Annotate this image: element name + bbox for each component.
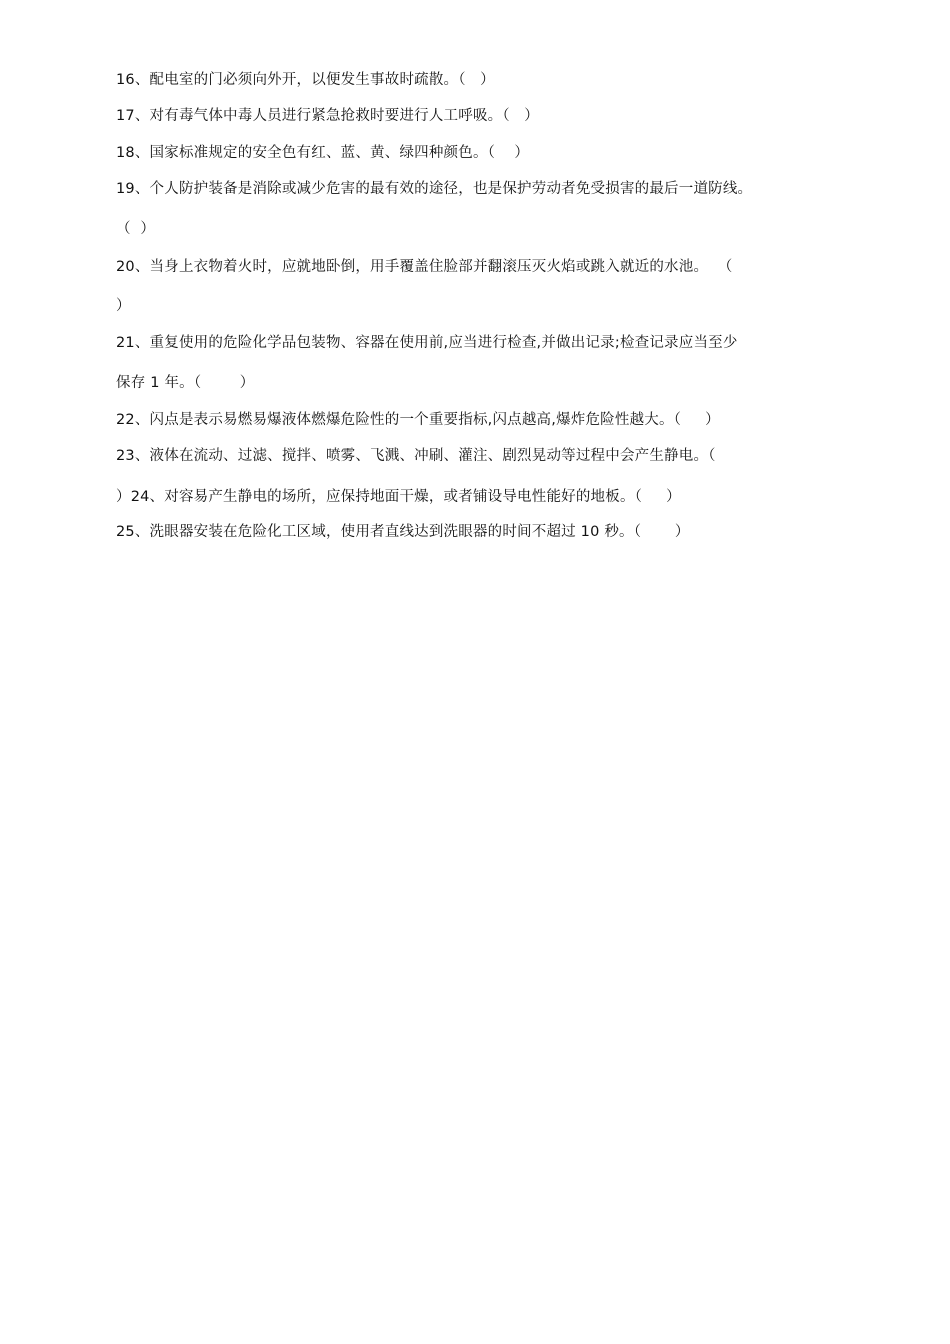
- question-22: 22、闪点是表示易燃易爆液体燃爆危险性的一个重要指标,闪点越高,爆炸危险性越大。（ ）: [116, 412, 720, 428]
- question-21-continuation: 保存 1 年。（ ）: [116, 375, 255, 391]
- question-16: 16、配电室的门必须向外开，以便发生事故时疏散。（ ）: [116, 72, 495, 88]
- question-21: 21、重复使用的危险化学品包装物、容器在使用前,应当进行检查,并做出记录;检查记录应当至少: [116, 335, 738, 351]
- question-20-answer-blank: ）: [116, 298, 131, 314]
- question-17: 17、对有毒气体中毒人员进行紧急抢救时要进行人工呼吸。（ ）: [116, 108, 539, 124]
- question-19-answer-blank: （ ）: [116, 221, 156, 237]
- question-25: 25、洗眼器安装在危险化工区域，使用者直线达到洗眼器的时间不超过 10 秒。（ ）: [116, 524, 690, 540]
- question-23: 23、液体在流动、过滤、搅拌、喷雾、飞溅、冲刷、灌注、剧烈晃动等过程中会产生静电。（: [116, 448, 716, 464]
- question-20: 20、当身上衣物着火时，应就地卧倒，用手覆盖住脸部并翻滚压灭火焰或跳入就近的水池。 （: [116, 259, 733, 275]
- question-18: 18、国家标准规定的安全色有红、蓝、黄、绿四种颜色。（ ）: [116, 145, 530, 161]
- question-19: 19、个人防护装备是消除或减少危害的最有效的途径，也是保护劳动者免受损害的最后一道防线。: [116, 181, 753, 197]
- question-24: ）24、对容易产生静电的场所，应保持地面干燥，或者铺设导电性能好的地板。（ ）: [116, 489, 681, 505]
